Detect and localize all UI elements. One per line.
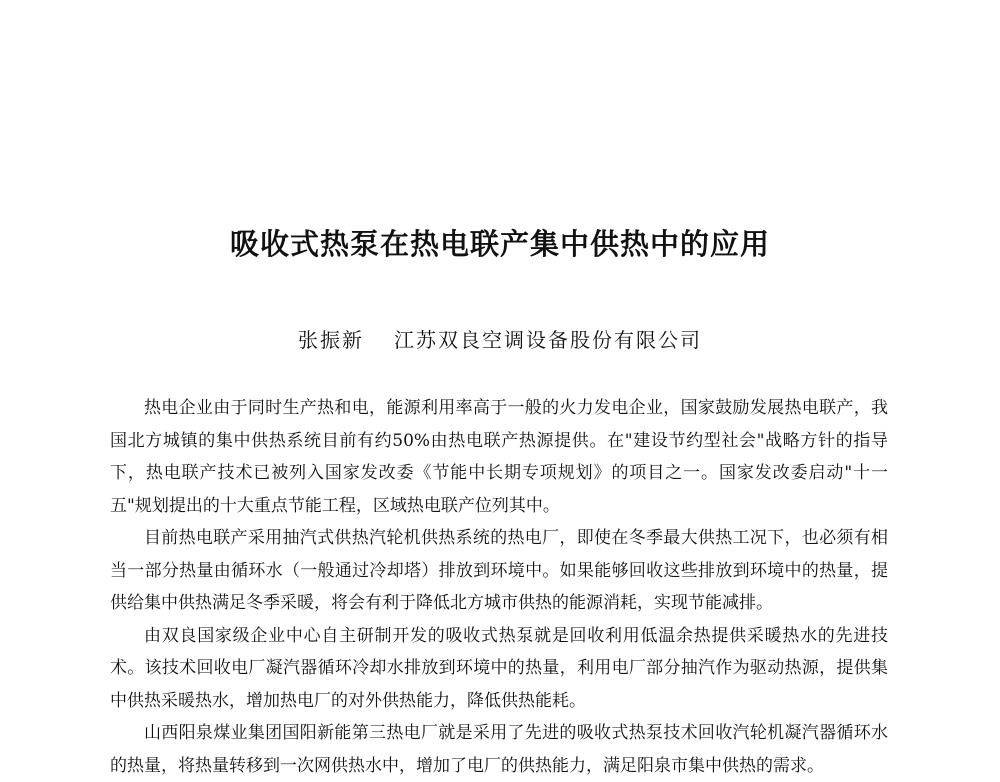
body-text — [110, 392, 888, 782]
author-name: 张振新 — [298, 328, 364, 352]
paragraph: 热电企业由于同时生产热和电，能源利用率高于一般的火力发电企业，国家鼓励发展热电联产，我国北方城镇的集中供热系统目前有约50%由热电联产热源提供。在"建设节约型社会"战略方针的指导下，热电联产技术已被列入国家发改委《节能中长期专项规划》的项目之一。国家发改委启动"十一五"规划提出的十大重点节能工程，区域热电联产位列其中。 — [110, 398, 888, 516]
paper-title: 吸收式热泵在热电联产集中供热中的应用 — [229, 227, 770, 261]
paragraph: 目前热电联产采用抽汽式供热汽轮机供热系统的热电厂，即使在冬季最大供热工况下，也必须有相当一部分热量由循环水（一般通过冷却塔）排放到环境中。如果能够回收这些排放到环境中的热量，提供给集中供热满足冬季采暖，将会有利于降低北方城市供热的能源消耗，实现节能减排。 — [110, 528, 888, 613]
author-affiliation: 江苏双良空调设备股份有限公司 — [394, 328, 702, 352]
paragraph: 由双良国家级企业中心自主研制开发的吸收式热泵就是回收利用低温余热提供采暖热水的先进技术。该技术回收电厂凝汽器循环冷却水排放到环境中的热量，利用电厂部分抽汽作为驱动热源，提供集中供热采暖热水，增加热电厂的对外供热能力，降低供热能耗。 — [110, 625, 888, 711]
byline — [0, 324, 1000, 353]
paragraph: 山西阳泉煤业集团国阳新能第三热电厂就是采用了先进的吸收式热泵技术回收汽轮机凝汽器循环水的热量，将热量转移到一次网供热水中，增加了电厂的供热能力，满足阳泉市集中供热的需求。 — [110, 723, 888, 776]
